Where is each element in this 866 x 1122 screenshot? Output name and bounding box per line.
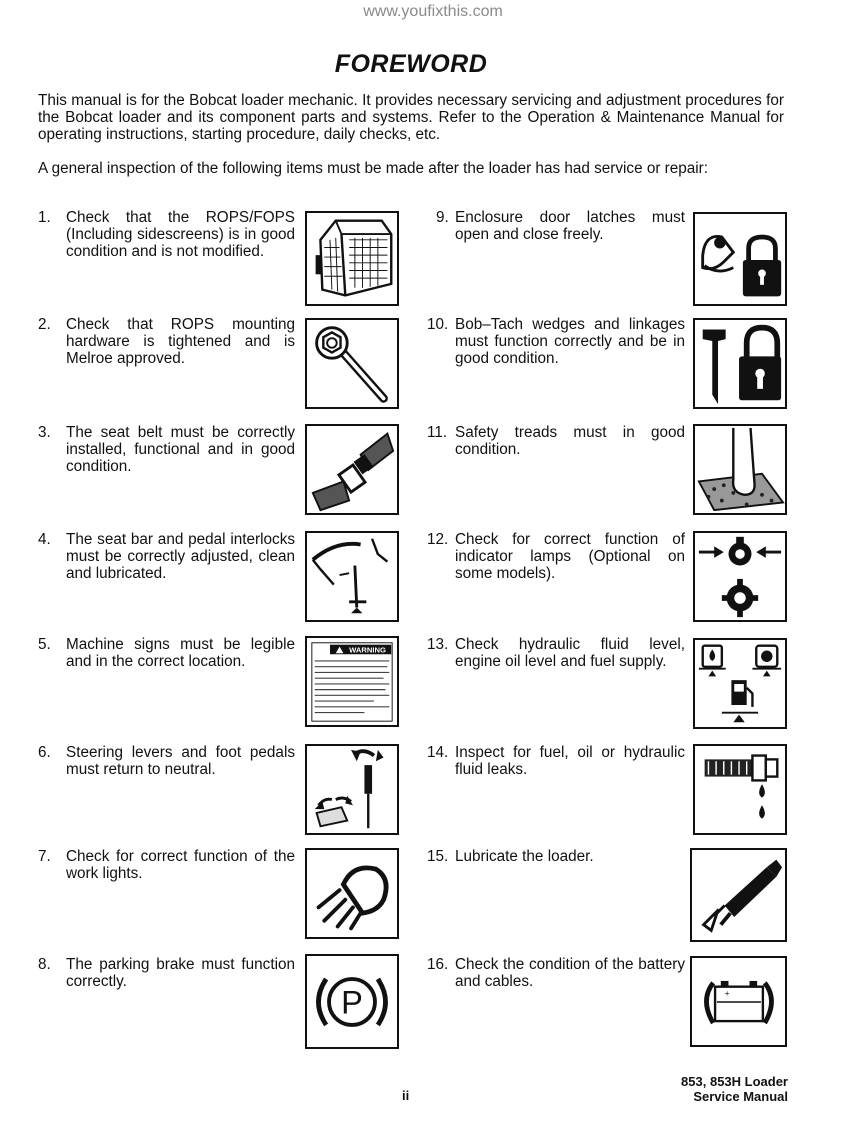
item-number: 15. [427,848,449,865]
item-text: Machine signs must be legible and in the correct location. [66,636,295,670]
item-text: Check that ROPS mounting hardware is tightened and is Melroe approved. [66,316,295,367]
grease-gun-icon [690,848,787,942]
item-text: Inspect for fuel, oil or hydraulic fluid leaks. [455,744,685,778]
item-text: Check that the ROPS/FOPS (Including sidescreens) is in good condition and is not modified. [66,209,295,260]
door-latch-lock-icon [693,212,787,306]
work-light-icon [305,848,399,939]
item-text: Enclosure door latches must open and close freely. [455,209,685,243]
watermark: www.youfixthis.com [363,3,503,20]
item-text: Safety treads must in good condition. [455,424,685,458]
svg-text:+: + [724,988,730,999]
page-title: FOREWORD [334,50,488,78]
item-number: 10. [427,316,449,333]
bobtach-wedge-lock-icon [693,318,787,409]
item-number: 11. [427,424,448,441]
item-number: 1. [38,209,51,226]
item-number: 7. [38,848,51,865]
item-number: 9. [436,209,449,226]
intro-paragraph-1: This manual is for the Bobcat loader mechanic. It provides necessary servicing and adjustment procedures for the Bobcat loader and its component parts and systems. Refer to the Operation & Maintenance Manual for operating instructions, starting procedure, daily checks, etc. [38,92,784,143]
item-text: Check hydraulic fluid level, engine oil level and fuel supply. [455,636,685,670]
warning-sign-label: WARNING [349,645,386,655]
fluid-leak-icon [693,744,787,835]
item-number: 16. [427,956,449,973]
item-text: Steering levers and foot pedals must return to neutral. [66,744,295,778]
item-text: Check the condition of the battery and cables. [455,956,685,990]
intro-paragraph-2: A general inspection of the following items must be made after the loader has had service or repair: [38,160,709,177]
wrench-bolt-icon [305,318,399,409]
item-number: 6. [38,744,51,761]
safety-tread-icon [693,424,787,515]
item-text: Check for correct function of the work lights. [66,848,295,882]
indicator-lamps-icon [693,531,787,622]
item-text: The seat belt must be correctly installed, functional and in good condition. [66,424,295,475]
item-number: 12. [427,531,449,548]
item-number: 3. [38,424,51,441]
item-text: Bob–Tach wedges and linkages must function correctly and be in good condition. [455,316,685,367]
item-text: The parking brake must function correctly. [66,956,295,990]
item-text: Lubricate the loader. [455,848,594,865]
footer-model: 853, 853H Loader [681,1074,788,1089]
item-number: 14. [427,744,449,761]
item-text: Check for correct function of indicator lamps (Optional on some models). [455,531,685,582]
item-number: 5. [38,636,51,653]
parking-brake-icon [305,954,399,1049]
item-text: The seat bar and pedal interlocks must be correctly adjusted, clean and lubricated. [66,531,295,582]
item-number: 2. [38,316,51,333]
steering-levers-pedals-icon [305,744,399,835]
page-number: ii [402,1088,410,1103]
fluid-levels-icon [693,638,787,729]
seat-bar-interlock-icon [305,531,399,622]
seat-belt-icon [305,424,399,515]
item-number: 13. [427,636,449,653]
footer-manual: Service Manual [693,1089,788,1104]
rops-cab-icon [305,211,399,306]
item-number: 8. [38,956,51,973]
parking-brake-letter: P [341,984,363,1021]
footer-title [681,1074,788,1104]
warning-sign-icon [305,636,399,727]
battery-cables-icon [690,956,787,1047]
item-number: 4. [38,531,51,548]
